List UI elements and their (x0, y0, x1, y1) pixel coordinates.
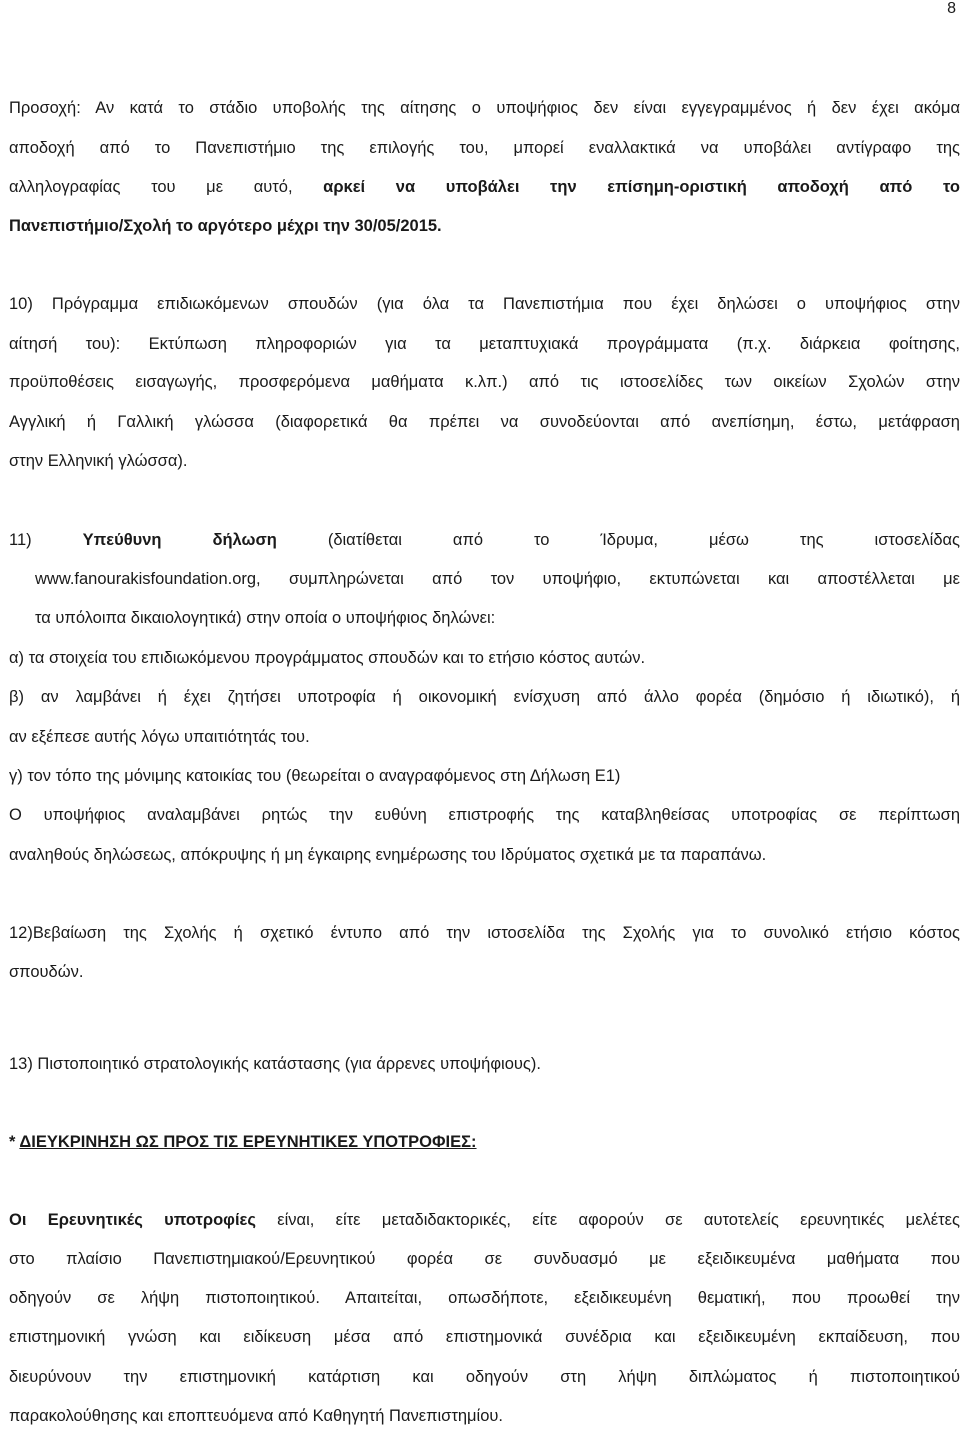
item-11-point-a: α) τα στοιχεία του επιδιωκόμενου προγράμματος σπουδών και το ετήσιο κόστος αυτών. (9, 649, 646, 667)
item-10-line: αίτησή του): Εκτύπωση πληροφοριών για τα μεταπτυχιακά προγράμματα (π.χ. διάρκεια φοίτησης, (9, 335, 960, 353)
clarification-line: παρακολούθησης και εποπτευόμενα από Καθηγητή Πανεπιστημίου. (9, 1407, 503, 1425)
notice-line: αποδοχή από το Πανεπιστήμιο της επιλογής του, μπορεί εναλλακτικά να υποβάλει αντίγραφο της (9, 139, 960, 157)
item-11-statement: αναληθούς δηλώσεως, απόκρυψης ή μη έγκαιρης ενημέρωσης του Ιδρύματος σχετικά με τα παραπάνω. (9, 846, 767, 864)
clarification-text: είναι, είτε μεταδιδακτορικές, είτε αφορούν σε αυτοτελείς ερευνητικές μελέτες (255, 1211, 960, 1229)
page-number: 8 (947, 0, 956, 17)
item-11-statement: Ο υποψήφιος αναλαμβάνει ρητώς την ευθύνη επιστροφής της καταβληθείσας υποτροφίας σε περίπτωση (9, 806, 960, 824)
clarification-star: * (9, 1133, 20, 1151)
item-12-line: 12)Βεβαίωση της Σχολής ή σχετικό έντυπο από την ιστοσελίδα της Σχολής για το συνολικό ετήσιο κόστος (9, 924, 960, 942)
item-11-title: Υπεύθυνη δήλωση (82, 531, 277, 549)
notice-line (9, 177, 960, 197)
clarification-line: διευρύνουν την επιστημονική κατάρτιση και οδηγούν στη λήψη διπλώματος ή πιστοποιητικού (9, 1368, 960, 1386)
item-11-point-b: β) αν λαμβάνει ή έχει ζητήσει υποτροφία ή οικονομική ενίσχυση από άλλο φορέα (δημόσιο ή ιδιωτικό), ή (9, 688, 960, 706)
clarification-line: επιστημονική γνώση και ειδίκευση μέσα από επιστημονικά συνέδρια και εξειδικευμένη εκπαίδευση, που (9, 1328, 960, 1346)
notice-line: Προσοχή: Αν κατά το στάδιο υποβολής της αίτησης ο υποψήφιος δεν είναι εγγεγραμμένος ή δεν έχει ακόμα (9, 99, 960, 117)
clarification-line: στο πλαίσιο Πανεπιστημιακού/Ερευνητικού φορέα σε συνδυασμό με εξειδικευμένα μαθήματα που (9, 1250, 960, 1268)
item-11-point-c: γ) τον τόπο της μόνιμης κατοικίας του (θεωρείται ο αναγραφόμενος στη Δήλωση Ε1) (9, 767, 621, 785)
item-13-line: 13) Πιστοποιητικό στρατολογικής κατάστασης (για άρρενες υποψήφιους). (9, 1055, 541, 1073)
clarification-heading (9, 1132, 960, 1152)
item-10-line: στην Ελληνική γλώσσα). (9, 452, 188, 470)
notice-emphasis: αρκεί να υποβάλει την επίσημη-οριστική αποδοχή από το (323, 178, 960, 196)
item-11-number: 11) (9, 531, 83, 549)
clarification-line: οδηγούν σε λήψη πιστοποιητικού. Απαιτείται, οπωσδήποτε, εξειδικευμένη θεματική, που προωθεί την (9, 1289, 960, 1307)
item-10-line: 10) Πρόγραμμα επιδιωκόμενων σπουδών (για όλα τα Πανεπιστήμια που έχει δηλώσει ο υποψήφιος στην (9, 295, 960, 313)
item-11-line (9, 530, 960, 550)
clarification-emphasis: Οι Ερευνητικές υποτροφίες (9, 1211, 256, 1229)
item-11-line: τα υπόλοιπα δικαιολογητικά) στην οποία ο υποψήφιος δηλώνει: (35, 609, 496, 627)
notice-text: αλληλογραφίας του με αυτό, (9, 178, 324, 196)
item-11-point-b: αν εξέπεσε αυτής λόγω υπαιτιότητάς του. (9, 728, 310, 746)
item-10-line: προϋποθέσεις εισαγωγής, προσφερόμενα μαθήματα κ.λπ.) από τις ιστοσελίδες των οικείων Σχολών στην (9, 373, 960, 391)
clarification-line (9, 1210, 960, 1230)
clarification-title: ΔΙΕΥΚΡΙΝΗΣΗ ΩΣ ΠΡΟΣ ΤΙΣ ΕΡΕΥΝΗΤΙΚΕΣ ΥΠΟΤΡΟΦΙΕΣ: (19, 1133, 477, 1151)
notice-emphasis: Πανεπιστήμιο/Σχολή το αργότερο μέχρι την 30/05/2015. (9, 217, 442, 235)
item-11-text: (διατίθεται από το Ίδρυμα, μέσω της ιστοσελίδας (276, 531, 960, 549)
notice-line (9, 216, 960, 236)
item-12-line: σπουδών. (9, 963, 84, 981)
item-11-line: www.fanourakisfoundation.org, συμπληρώνεται από τον υποψήφιο, εκτυπώνεται και αποστέλλεται με (35, 570, 960, 588)
item-10-line: Αγγλική ή Γαλλική γλώσσα (διαφορετικά θα πρέπει να συνοδεύονται από ανεπίσημη, έστω, μετάφραση (9, 413, 960, 431)
